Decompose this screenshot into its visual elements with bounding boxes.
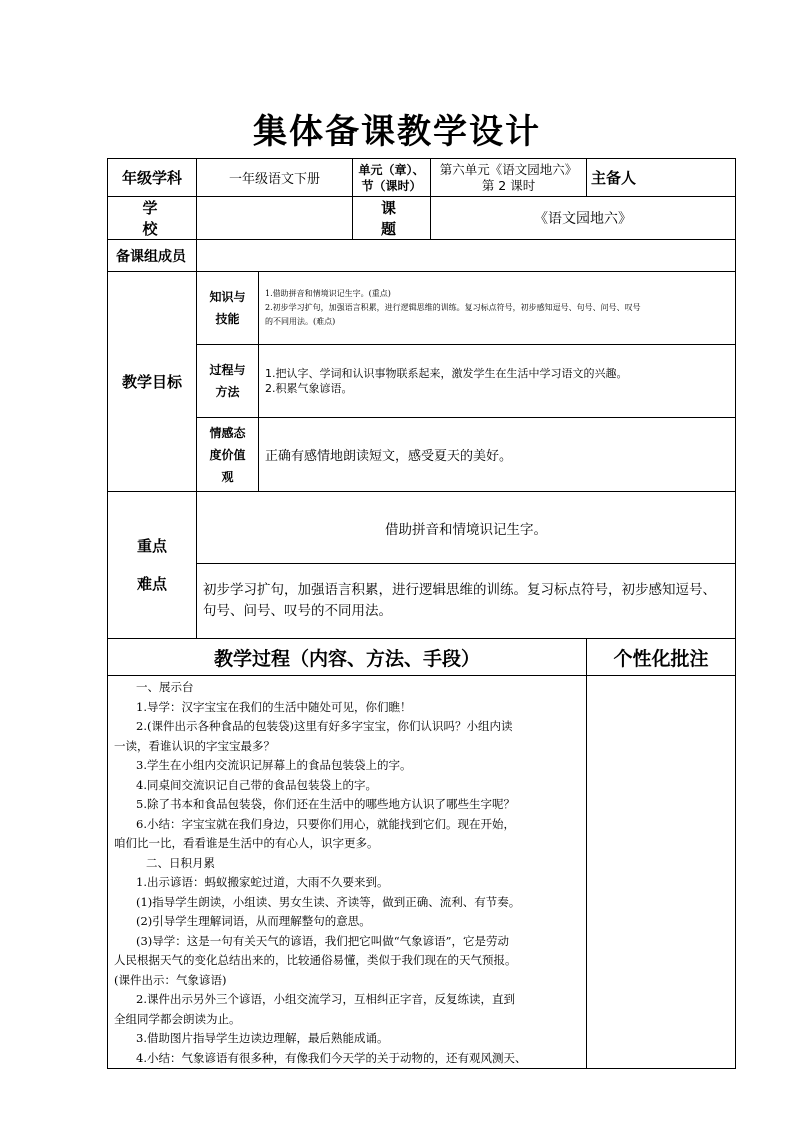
members-label: 备课组成员 xyxy=(108,240,197,272)
teaching-process-header: 教学过程（内容、方法、手段） xyxy=(108,639,587,676)
knowledge-label-line2: 技能 xyxy=(215,312,240,326)
key-label: 重点 xyxy=(136,537,167,555)
unit-value-line1: 第六单元《语文园地六》 xyxy=(439,161,578,177)
knowledge-label-line1: 知识与 xyxy=(209,290,246,304)
teaching-goals-label: 教学目标 xyxy=(108,272,197,492)
process-method-content xyxy=(259,345,736,418)
key-difficulty-label xyxy=(108,492,197,639)
process-line: 2.(课件出示各种食品的包装袋)这里有好多字宝宝，你们认识吗？小组内读 xyxy=(136,719,513,733)
teaching-process-content xyxy=(108,676,587,1069)
lesson-plan-table xyxy=(107,158,736,1069)
process-label-line2: 方法 xyxy=(215,385,240,399)
unit-label-line2: 节（课时） xyxy=(361,178,422,193)
emotion-values-label xyxy=(197,418,259,492)
process-line: 5.除了书本和食品包装袋，你们还在生活中的哪些地方认识了哪些生字呢？ xyxy=(136,797,515,811)
school-value xyxy=(197,197,353,240)
emotion-values-content: 正确有感情地朗读短文，感受夏天的美好。 xyxy=(259,418,736,492)
unit-value-line2: 第 2 课时 xyxy=(481,177,536,193)
grade-subject-value: 一年级语文下册 xyxy=(197,159,353,197)
process-line: 1.导学：汉字宝宝在我们的生活中随处可见，你们瞧！ xyxy=(136,699,412,714)
process-line: 6.小结：字宝宝就在我们身边，只要你们用心，就能找到它们。现在开始， xyxy=(136,816,515,831)
process-line: 二、日积月累 xyxy=(146,855,215,870)
process-line1: 1.把认字、学词和认识事物联系起来，激发学生在生活中学习语文的兴趣。 xyxy=(265,367,628,380)
difficulty-label: 难点 xyxy=(136,575,167,593)
members-value xyxy=(197,240,736,272)
grade-subject-label: 年级学科 xyxy=(108,159,197,197)
process-line: 2.课件出示另外三个谚语，小组交流学习，互相纠正字音，反复练读，直到 xyxy=(136,992,515,1006)
process-method-label xyxy=(197,345,259,418)
process-line: 咱们比一比，看看谁是生活中的有心人，识字更多。 xyxy=(114,836,379,850)
personal-notes-content xyxy=(587,676,736,1069)
process-line: 4.同桌间交流识记自己带的食品包装袋上的字。 xyxy=(136,777,377,792)
knowledge-skills-label xyxy=(197,272,259,345)
knowledge-skills-content xyxy=(259,272,736,345)
topic-value: 《语文园地六》 xyxy=(431,197,736,240)
document-title: 集体备课教学设计 xyxy=(253,112,541,152)
process-line: 4.小结：气象谚语有很多种，有像我们今天学的关于动物的，还有观风测天、 xyxy=(136,1050,527,1065)
emotion-label-line1: 情感态 xyxy=(209,425,246,440)
process-line: 1.出示谚语：蚂蚁搬家蛇过道，大雨不久要来到。 xyxy=(136,875,389,889)
process-line: (1)指导学生朗读，小组读、男女生读、齐读等，做到正确、流利、有节奏。 xyxy=(136,894,521,909)
topic-label: 课题 xyxy=(353,197,431,240)
unit-label xyxy=(353,159,431,197)
preparer-label xyxy=(587,159,736,197)
process-line: 一、展示台 xyxy=(136,680,194,694)
process-line: 人民根据天气的变化总结出来的，比较通俗易懂，类似于我们现在的天气预报。 xyxy=(114,953,517,967)
difficulty-content xyxy=(197,564,736,639)
process-line: 3.学生在小组内交流识记屏幕上的食品包装袋上的字。 xyxy=(136,758,412,772)
emotion-label-line3: 观 xyxy=(221,469,234,484)
key-point-content: 借助拼音和情境识记生字。 xyxy=(197,492,736,564)
process-line: (课件出示：气象谚语) xyxy=(114,972,227,987)
knowledge-line3: 的不同用法。(难点) xyxy=(265,317,336,326)
unit-value xyxy=(431,159,587,197)
difficulty-line1: 初步学习扩句，加强语言积累，进行逻辑思维的训练。复习标点符号，初步感知逗号、 xyxy=(203,582,716,598)
process-line: 3.借助图片指导学生边读边理解，最后熟能成诵。 xyxy=(136,1031,389,1045)
emotion-label-line2: 度价值 xyxy=(209,447,246,462)
unit-label-line1: 单元（章）、 xyxy=(358,162,425,177)
preparer-label-text: 主备人 xyxy=(591,169,637,187)
personal-notes-header: 个性化批注 xyxy=(587,639,736,676)
process-line: 一读，看谁认识的字宝宝最多？ xyxy=(114,738,275,753)
knowledge-line1: 1.借助拼音和情境识记生字。(重点) xyxy=(265,289,391,298)
process-line2: 2.积累气象谚语。 xyxy=(265,382,353,395)
process-label-line1: 过程与 xyxy=(209,363,246,377)
process-line: 全组同学都会朗读为止。 xyxy=(114,1011,241,1026)
knowledge-line2: 2.初步学习扩句，加强语言积累，进行逻辑思维的训练。复习标点符号，初步感知逗号、句号、问号、叹号 xyxy=(265,303,641,312)
process-line: (2)引导学生理解词语，从而理解整句的意思。 xyxy=(136,914,371,928)
process-line: (3)导学：这是一句有关天气的谚语，我们把它叫做“气象谚语”，它是劳动 xyxy=(136,933,510,948)
difficulty-line2: 句号、问号、叹号的不同用法。 xyxy=(203,603,392,619)
school-label: 学校 xyxy=(108,197,197,240)
